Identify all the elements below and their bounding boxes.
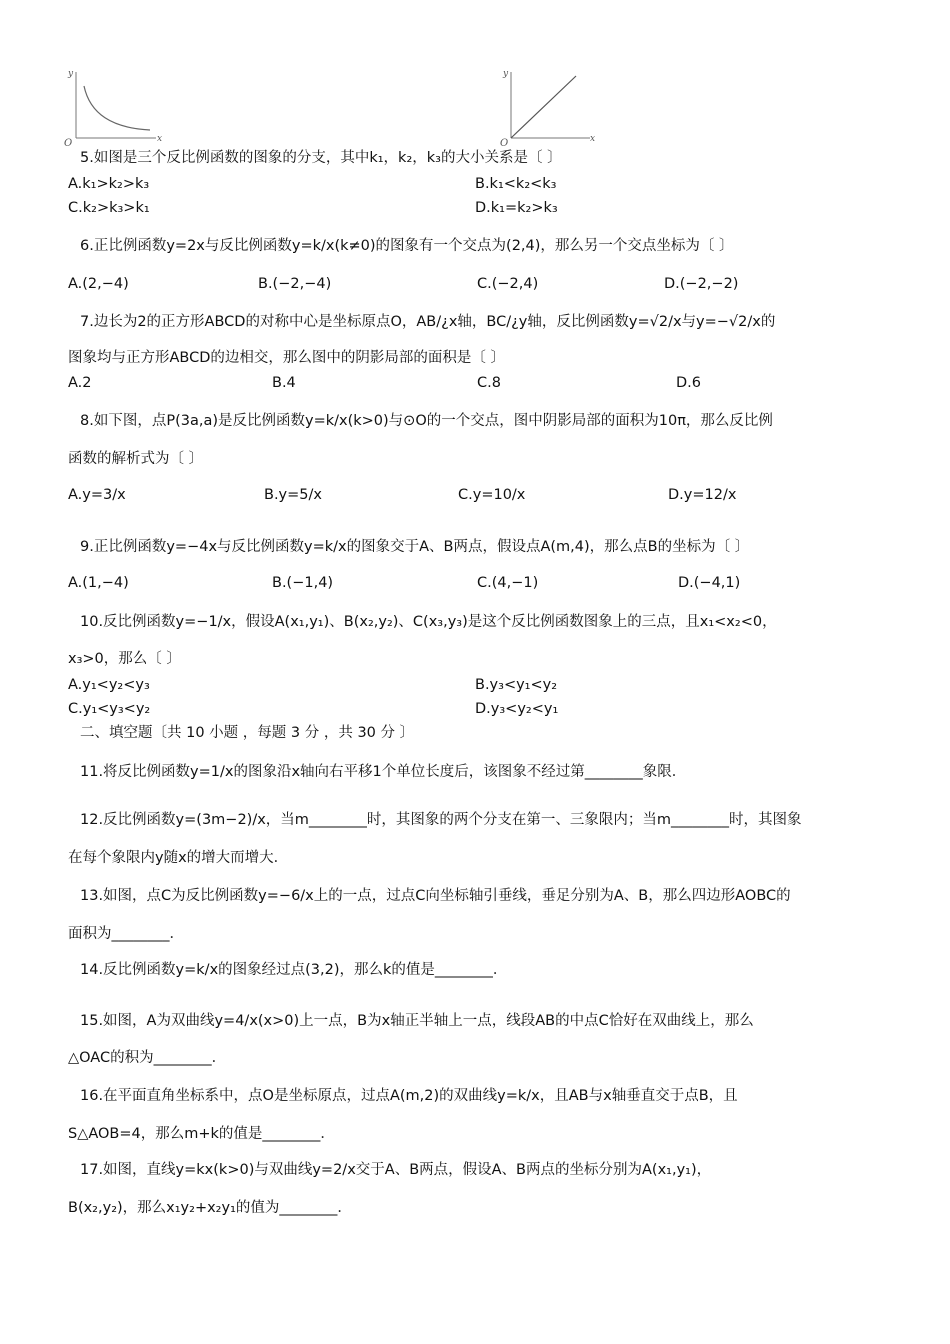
q9-option-a[interactable]: A.(1,−4)	[68, 575, 129, 591]
question-15: 15.如图，A为双曲线y=4/x(x>0)上一点，B为x轴正半轴上一点，线段AB的中点C恰好在双曲线上，那么	[80, 1013, 754, 1029]
section-2-header: 二、填空题〔共 10 小题 ，每题 3 分 ，共 30 分 〕	[80, 725, 415, 741]
q5-option-a[interactable]: A.k₁>k₂>k₃	[68, 176, 150, 192]
question-16: 16.在平面直角坐标系中，点O是坐标原点，过点A(m,2)的双曲线y=k/x，且AB与x轴垂直交于点B，且	[80, 1088, 738, 1104]
question-10-stem: 10.反比例函数y=−1/x，假设A(x₁,y₁)、B(x₂,y₂)、C(x₃,y₃)是这个反比例函数图象上的三点，且x₁<x₂<0，	[80, 614, 777, 630]
q5-option-d[interactable]: D.k₁=k₂>k₃	[475, 200, 558, 216]
graph-line	[494, 66, 604, 148]
question-9-stem: 9.正比例函数y=−4x与反比例函数y=k/x的图象交于A、B两点，假设点A(m,4)，那么点B的坐标为〔 〕	[80, 539, 750, 555]
question-12-cont: 在每个象限内y随x的增大而增大．	[68, 850, 289, 866]
q7-option-b[interactable]: B.4	[272, 375, 296, 391]
q8-option-d[interactable]: D.y=12/x	[668, 487, 737, 503]
question-5-stem: 5.如图是三个反比例函数的图象的分支，其中k₁，k₂，k₃的大小关系是〔 〕	[80, 150, 562, 166]
q10-option-a[interactable]: A.y₁<y₂<y₃	[68, 677, 150, 693]
q7-option-d[interactable]: D.6	[676, 375, 701, 391]
q5-option-c[interactable]: C.k₂>k₃>k₁	[68, 200, 150, 216]
origin-label: O	[64, 138, 73, 148]
q6-option-d[interactable]: D.(−2,−2)	[664, 276, 739, 292]
q10-option-d[interactable]: D.y₃<y₂<y₁	[475, 701, 559, 717]
question-6-stem: 6.正比例函数y=2x与反比例函数y=k/x(k≠0)的图象有一个交点为(2,4)，那么另一个交点坐标为〔 〕	[80, 238, 734, 254]
question-7-stem: 7.边长为2的正方形ABCD的对称中心是坐标原点O，AB/¿x轴，BC/¿y轴，反比例函数y=√2/x与y=−√2/x的	[80, 314, 776, 330]
question-15-cont: △OAC的积为________．	[68, 1050, 227, 1066]
q8-option-c[interactable]: C.y=10/x	[458, 487, 526, 503]
question-12: 12.反比例函数y=(3m−2)/x，当m________时，其图象的两个分支在第一、三象限内；当m________时，其图象	[80, 812, 802, 828]
q10-option-b[interactable]: B.y₃<y₁<y₂	[475, 677, 558, 693]
question-7-stem-cont: 图象均与正方形ABCD的边相交，那么图中的阴影局部的面积是〔 〕	[68, 350, 506, 366]
origin-label: O	[500, 138, 509, 148]
q7-option-c[interactable]: C.8	[477, 375, 501, 391]
question-14: 14.反比例函数y=k/x的图象经过点(3,2)，那么k的值是________．	[80, 962, 508, 978]
y-axis-label: y	[68, 69, 74, 79]
q8-option-a[interactable]: A.y=3/x	[68, 487, 126, 503]
question-13: 13.如图，点C为反比例函数y=−6/x上的一点，过点C向坐标轴引垂线，垂足分别为A、B，那么四边形AOBC的	[80, 888, 791, 904]
proportional-line	[511, 76, 576, 138]
graph-hyperbola	[60, 66, 170, 148]
q9-option-b[interactable]: B.(−1,4)	[272, 575, 334, 591]
q5-option-b[interactable]: B.k₁<k₂<k₃	[475, 176, 557, 192]
question-8-stem: 8.如下图，点P(3a,a)是反比例函数y=k/x(k>0)与⊙O的一个交点，图中阴影局部的面积为10π，那么反比例	[80, 413, 773, 429]
question-17-cont: B(x₂,y₂)，那么x₁y₂+x₂y₁的值为________．	[68, 1200, 352, 1216]
q10-option-c[interactable]: C.y₁<y₃<y₂	[68, 701, 151, 717]
q6-option-b[interactable]: B.(−2,−4)	[258, 276, 332, 292]
x-axis-label: x	[157, 134, 163, 144]
y-axis-label: y	[503, 69, 509, 79]
x-axis-label: x	[590, 134, 596, 144]
question-13-cont: 面积为________．	[68, 926, 184, 942]
q7-option-a[interactable]: A.2	[68, 375, 92, 391]
q9-option-c[interactable]: C.(4,−1)	[477, 575, 539, 591]
q8-option-b[interactable]: B.y=5/x	[264, 487, 322, 503]
q6-option-c[interactable]: C.(−2,4)	[477, 276, 539, 292]
question-10-stem-cont: x₃>0，那么〔 〕	[68, 651, 181, 667]
q9-option-d[interactable]: D.(−4,1)	[678, 575, 741, 591]
q6-option-a[interactable]: A.(2,−4)	[68, 276, 129, 292]
question-16-cont: S△AOB=4，那么m+k的值是________．	[68, 1126, 335, 1142]
question-11: 11.将反比例函数y=1/x的图象沿x轴向右平移1个单位长度后，该图象不经过第________象限．	[80, 764, 687, 780]
question-17: 17.如图，直线y=kx(k>0)与双曲线y=2/x交于A、B两点，假设A、B两点的坐标分别为A(x₁,y₁)，	[80, 1162, 712, 1178]
question-8-stem-cont: 函数的解析式为〔 〕	[68, 451, 204, 467]
hyperbola-curve	[84, 86, 150, 130]
